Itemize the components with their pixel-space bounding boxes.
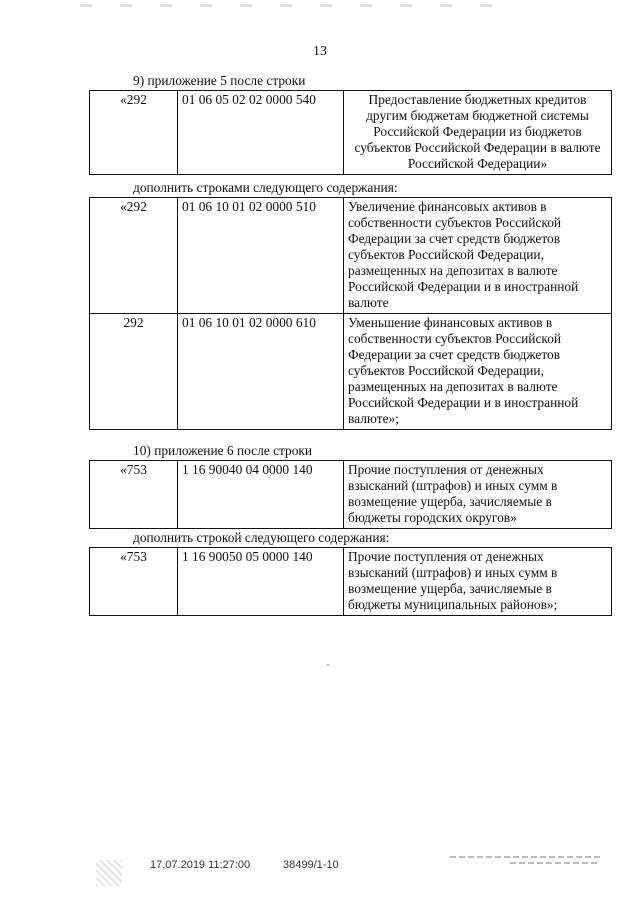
table-row — [90, 548, 612, 616]
amendment-table — [89, 460, 612, 529]
budget-code: 01 06 10 01 02 0000 610 — [178, 314, 344, 430]
row-description: Уменьшение финансовых активов в собственности субъектов Российской Федерации за счет средств бюджетов субъектов Российской Федерации, размещенных на депозитах в валюте Российской Федерации и в иностранной валюте»; — [344, 314, 612, 430]
amendment-table — [89, 197, 612, 430]
table-row — [90, 461, 612, 529]
row-description: Прочие поступления от денежных взысканий (штрафов) и иных сумм в возмещение ущерба, зачисляемые в бюджеты муниципальных районов»; — [344, 548, 612, 616]
amendment-table — [89, 90, 612, 175]
registration-mark — [96, 860, 122, 886]
row-number: 292 — [90, 314, 178, 430]
table-row — [90, 314, 612, 430]
section-intro: дополнить строками следующего содержания: — [133, 180, 398, 195]
scan-speck — [327, 664, 329, 666]
page-number: 13 — [313, 44, 327, 59]
row-number: «292 — [90, 91, 178, 175]
row-description: Предоставление бюджетных кредитов другим бюджетам бюджетной системы Российской Федерации из бюджетов субъектов Российской Федерации в валюте Российской Федерации» — [344, 91, 612, 175]
section-intro: дополнить строкой следующего содержания: — [133, 530, 390, 545]
section-intro: 10) приложение 6 после строки — [133, 443, 313, 458]
amendment-table — [89, 547, 612, 616]
row-description: Увеличение финансовых активов в собственности субъектов Российской Федерации за счет средств бюджетов субъектов Российской Федерации, размещенных на депозитах в валюте Российской Федерации и в иностранной валюте — [344, 198, 612, 314]
budget-code: 1 16 90050 05 0000 140 — [178, 548, 344, 616]
table-row — [90, 198, 612, 314]
budget-code: 01 06 10 01 02 0000 510 — [178, 198, 344, 314]
budget-code: 01 06 05 02 02 0000 540 — [178, 91, 344, 175]
row-number: «753 — [90, 548, 178, 616]
scan-artifact-top — [80, 4, 500, 7]
row-number: «753 — [90, 461, 178, 529]
budget-code: 1 16 90040 04 0000 140 — [178, 461, 344, 529]
footer-datetime: 17.07.2019 11:27:00 — [150, 859, 251, 871]
section-intro: 9) приложение 5 после строки — [133, 73, 306, 88]
table-row — [90, 91, 612, 175]
footer-document-id: 38499/1-10 — [283, 859, 339, 871]
row-description: Прочие поступления от денежных взысканий (штрафов) и иных сумм в возмещение ущерба, зачисляемые в бюджеты городских округов» — [344, 461, 612, 529]
row-number: «292 — [90, 198, 178, 314]
faded-stamp — [450, 852, 600, 874]
